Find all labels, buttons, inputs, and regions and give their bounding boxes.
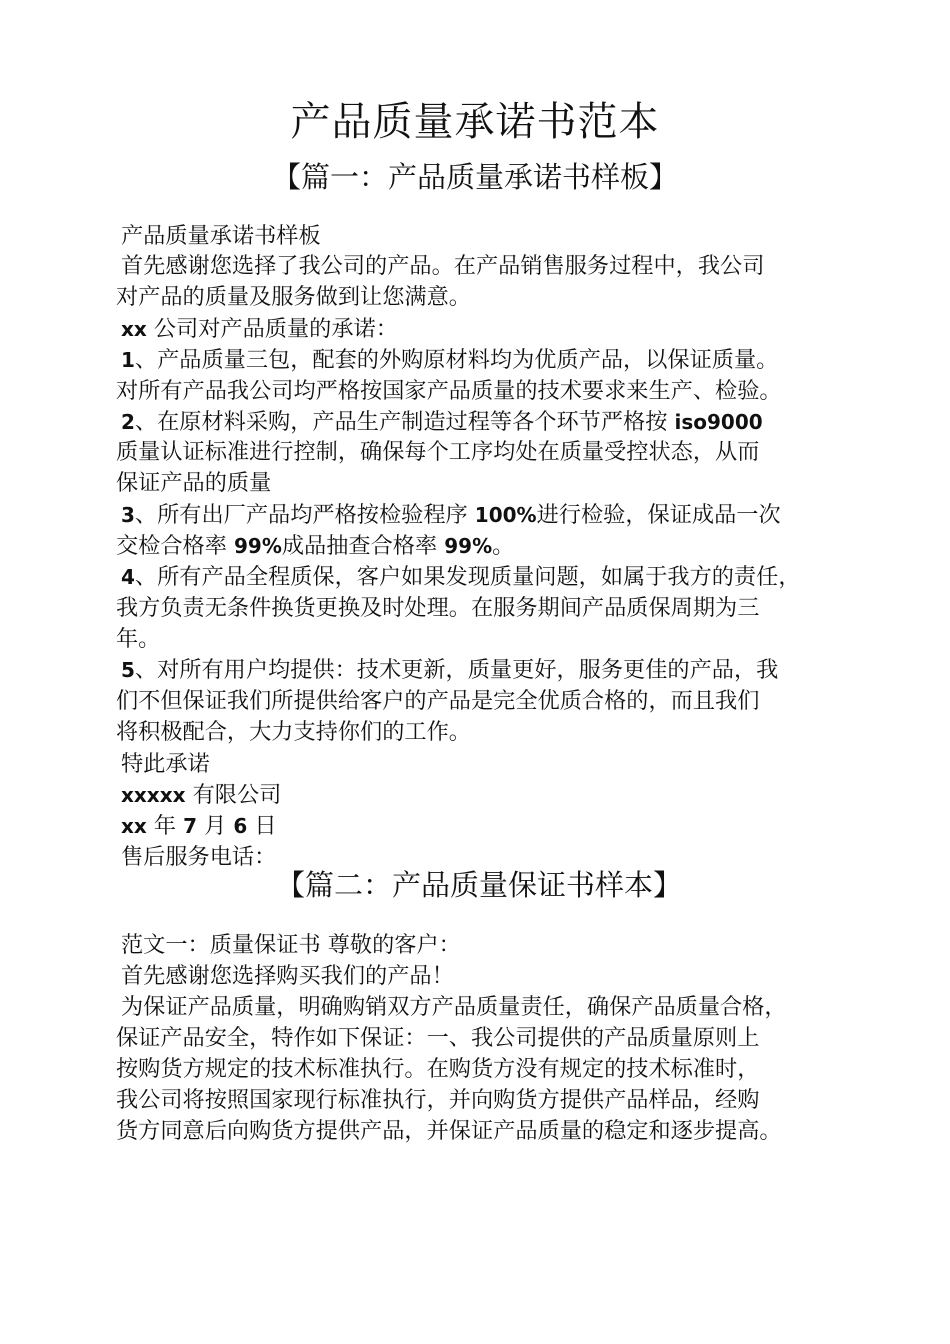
paragraph-line: [121, 961, 454, 992]
bold-run: xxxxx: [121, 783, 186, 807]
paragraph-line: [116, 624, 160, 655]
text-run: 。: [492, 533, 515, 559]
bold-run: iso9000: [674, 410, 763, 434]
paragraph-line: [116, 1054, 759, 1085]
text-run: 按购货方规定的技术标准执行。在购货方没有规定的技术标准时，: [116, 1056, 760, 1082]
paragraph-line: [121, 655, 778, 686]
bold-run: 99%: [234, 534, 282, 558]
paragraph-line: [121, 407, 763, 438]
bold-run: 1: [121, 348, 135, 372]
bold-run: 4: [121, 565, 135, 589]
text-run: 首先感谢您选择购买我们的产品！: [121, 963, 454, 989]
text-run: 日: [254, 813, 277, 839]
section2-heading: 【篇二：产品质量保证书样本】: [276, 868, 683, 902]
text-run: 为保证产品质量，明确购销双方产品质量责任，确保产品质量合格，: [121, 994, 787, 1020]
paragraph-line: [121, 780, 281, 811]
bold-run: 7: [183, 814, 198, 838]
text-run: 对所有产品我公司均严格按国家产品质量的技术要求来生产、检验。: [116, 378, 782, 404]
bold-run: xx: [121, 814, 147, 838]
paragraph-line: [116, 1085, 759, 1116]
paragraph-line: [116, 686, 759, 717]
text-run: 质量认证标准进行控制，确保每个工序均处在质量受控状态，从而: [116, 439, 760, 465]
text-run: 售后服务电话：: [121, 844, 277, 870]
text-run: 、在原材料采购，产品生产制造过程等各个环节严格按: [134, 409, 668, 435]
bold-run: 3: [121, 503, 135, 527]
bold-run: xx: [121, 317, 147, 341]
text-run: 公司对产品质量的承诺：: [153, 316, 398, 342]
text-run: 特此承诺: [121, 751, 210, 777]
text-run: 我方负责无条件换货更换及时处理。在服务期间产品质保周期为三: [116, 595, 760, 621]
text-run: 将积极配合，大力支持你们的工作。: [116, 719, 471, 745]
section1-heading: 【篇一：产品质量承诺书样板】: [271, 160, 678, 194]
text-run: 月: [204, 813, 227, 839]
paragraph-line: [116, 437, 759, 468]
paragraph-line: [121, 562, 801, 593]
text-run: 、产品质量三包，配套的外购原材料均为优质产品，以保证质量。: [134, 347, 779, 373]
text-run: 有限公司: [192, 782, 282, 808]
paragraph-line: [116, 376, 782, 407]
paragraph-line: [121, 842, 276, 873]
paragraph-line: [121, 314, 398, 345]
text-run: 进行检验，保证成品一次: [536, 502, 781, 528]
text-run: 首先感谢您选择了我公司的产品。在产品销售服务过程中，我公司: [121, 253, 765, 279]
text-run: 年: [153, 813, 177, 839]
text-run: 、所有出厂产品均严格按检验程序: [134, 502, 468, 528]
paragraph-line: [121, 251, 764, 282]
paragraph-line: [116, 593, 759, 624]
text-run: 年。: [116, 626, 161, 652]
paragraph-line: [116, 468, 271, 499]
paragraph-line: [121, 992, 787, 1023]
bold-run: 100%: [474, 503, 537, 527]
document-title: 产品质量承诺书范本: [290, 99, 660, 145]
text-run: 交检合格率: [116, 533, 227, 559]
paragraph-line: [116, 1116, 782, 1147]
text-run: 我公司将按照国家现行标准执行，并向购货方提供产品样品，经购: [116, 1087, 760, 1113]
text-run: 保证产品的质量: [116, 470, 272, 496]
text-run: 、对所有用户均提供：技术更新，质量更好，服务更佳的产品，我: [134, 657, 779, 683]
text-run: 对产品的质量及服务做到让您满意。: [116, 284, 471, 310]
paragraph-line: [116, 1023, 759, 1054]
bold-run: 99%: [444, 534, 493, 558]
bold-run: 2: [121, 410, 135, 434]
text-run: 保证产品安全，特作如下保证：一、我公司提供的产品质量原则上: [116, 1025, 760, 1051]
paragraph-line: [121, 930, 461, 961]
text-run: 们不但保证我们所提供给客户的产品是完全优质合格的，而且我们: [116, 688, 760, 714]
bold-run: 5: [121, 658, 135, 682]
paragraph-line: [121, 749, 210, 780]
bold-run: 6: [233, 814, 248, 838]
text-run: 、所有产品全程质保，客户如果发现质量问题，如属于我方的责任，: [134, 564, 801, 590]
text-run: 成品抽查合格率: [281, 533, 438, 559]
paragraph-line: [116, 717, 471, 748]
paragraph-line: [121, 500, 781, 531]
paragraph-line: [121, 221, 321, 252]
paragraph-line: [121, 811, 277, 842]
text-run: 货方同意后向购货方提供产品，并保证产品质量的稳定和逐步提高。: [116, 1118, 782, 1144]
paragraph-line: [121, 345, 778, 376]
paragraph-line: [116, 531, 514, 562]
paragraph-line: [116, 282, 471, 313]
text-run: 产品质量承诺书样板: [121, 223, 321, 249]
text-run: 范文一：质量保证书 尊敬的客户：: [121, 932, 461, 958]
